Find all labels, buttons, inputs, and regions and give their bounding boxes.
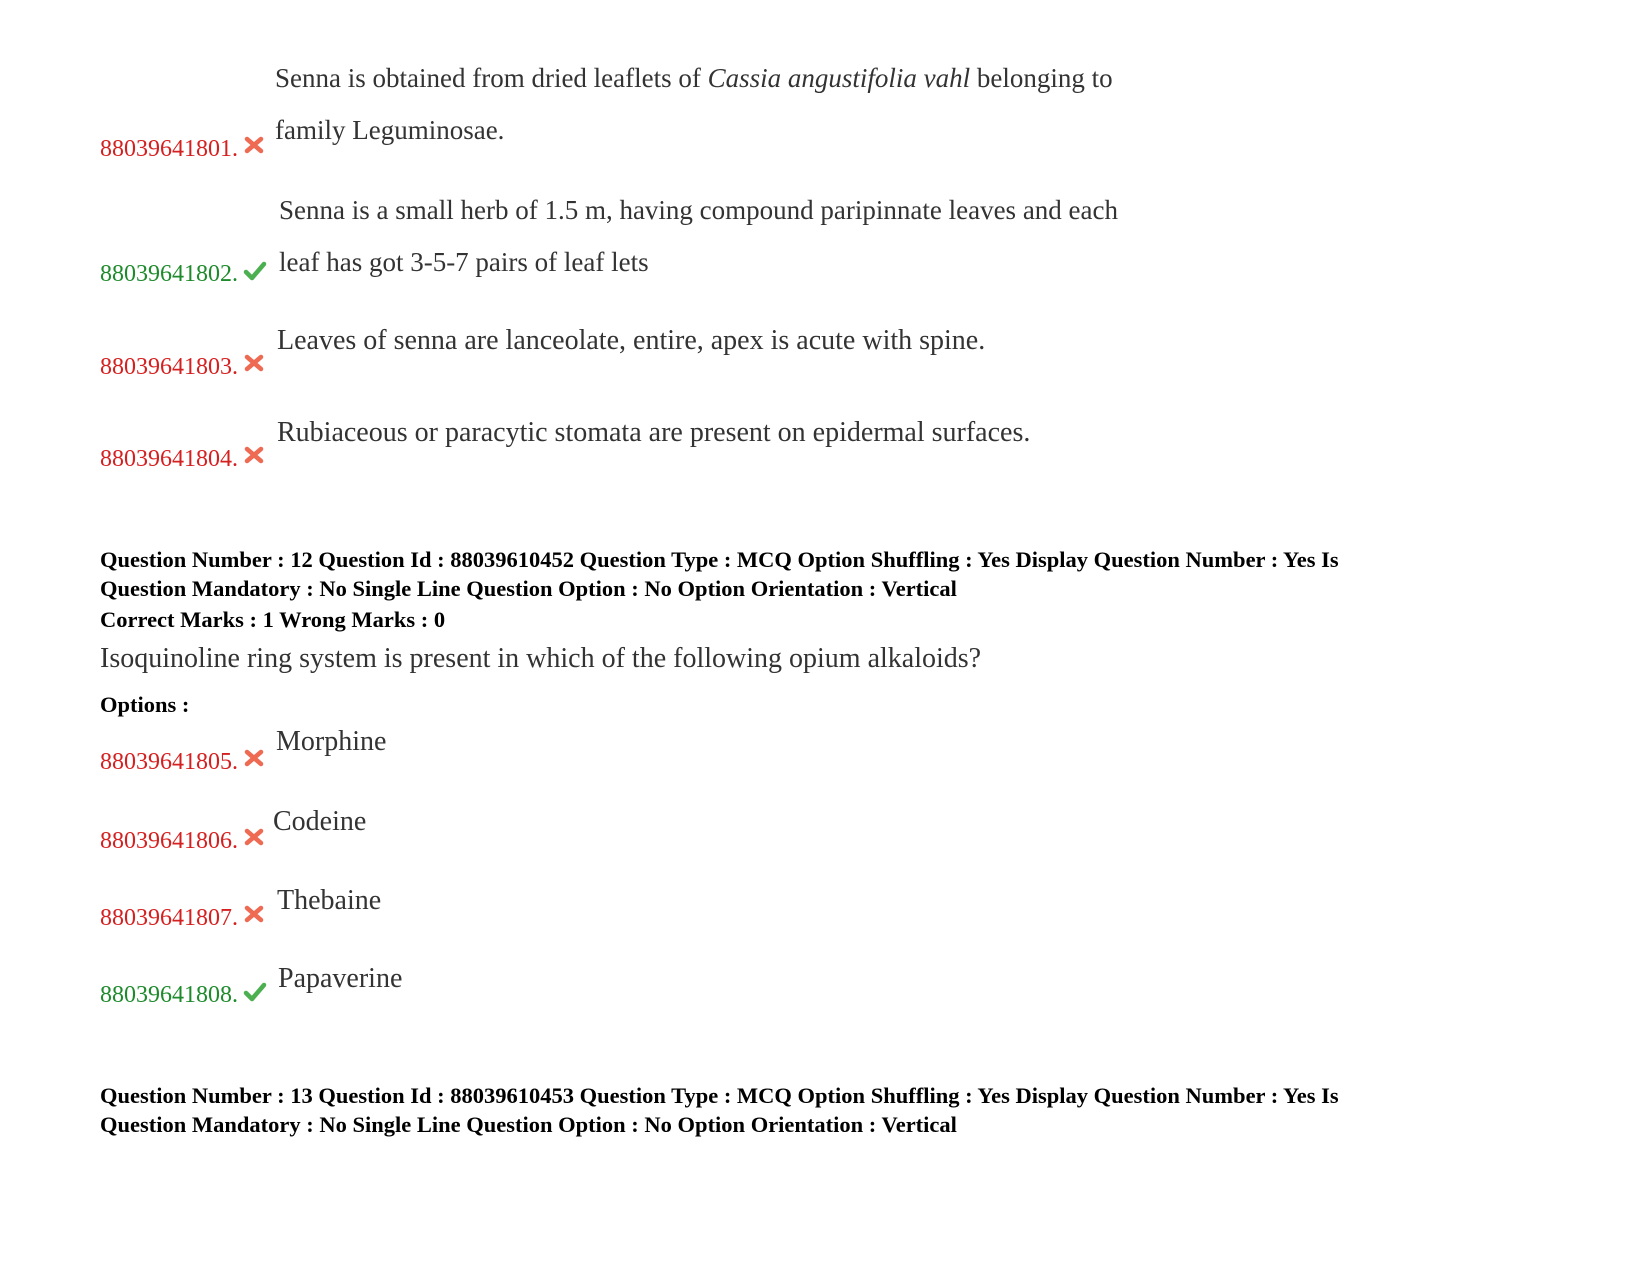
option-id-1806: 88039641806. xyxy=(100,828,238,854)
option-id-1801: 88039641801. xyxy=(100,136,238,162)
option-id-1808: 88039641808. xyxy=(100,982,238,1008)
cross-mark-icon xyxy=(243,134,265,156)
option-id-1804: 88039641804. xyxy=(100,446,238,472)
option-id-1805: 88039641805. xyxy=(100,749,238,775)
cross-mark-icon xyxy=(243,903,265,925)
cross-mark-icon xyxy=(243,826,265,848)
check-mark-icon xyxy=(243,981,267,1003)
option-text-1802-line1: Senna is a small herb of 1.5 m, having compound paripinnate leaves and each xyxy=(279,195,1119,225)
option-text-1808: Papaverine xyxy=(278,963,403,994)
option-text-1803: Leaves of senna are lanceolate, entire, apex is acute with spine. xyxy=(277,325,986,356)
cross-mark-icon xyxy=(243,352,265,374)
option-text-1805: Morphine xyxy=(276,726,387,757)
option-text-1801-line2: family Leguminosae. xyxy=(275,115,505,145)
option-id-1807: 88039641807. xyxy=(100,905,238,931)
option-text-1801-line1: Senna is obtained from dried leaflets of Cassia angustifolia vahl belonging to xyxy=(275,63,1113,93)
cross-mark-icon xyxy=(243,444,265,466)
question-12-meta xyxy=(100,545,1339,603)
question-13-meta xyxy=(100,1081,1339,1139)
question-12-marks: Correct Marks : 1 Wrong Marks : 0 xyxy=(100,607,446,632)
cross-mark-icon xyxy=(243,747,265,769)
option-text-1802-line2: leaf has got 3-5-7 pairs of leaf lets xyxy=(279,247,649,277)
option-text-1806: Codeine xyxy=(273,806,367,837)
question-13-meta-line2: Question Mandatory : No Single Line Question Option : No Option Orientation : Vertical xyxy=(100,1112,957,1137)
options-label: Options : xyxy=(100,692,190,717)
check-mark-icon xyxy=(243,260,267,282)
question-12-text: Isoquinoline ring system is present in which of the following opium alkaloids? xyxy=(100,643,982,674)
option-id-1802: 88039641802. xyxy=(100,261,238,287)
option-text-1807: Thebaine xyxy=(277,885,382,916)
question-13-meta-line1: Question Number : 13 Question Id : 88039610453 Question Type : MCQ Option Shuffling : Yes Display Question Number : Yes Is xyxy=(100,1083,1339,1108)
option-text-1804: Rubiaceous or paracytic stomata are present on epidermal surfaces. xyxy=(277,417,1031,448)
option-id-1803: 88039641803. xyxy=(100,354,238,380)
question-12-meta-line2: Question Mandatory : No Single Line Question Option : No Option Orientation : Vertical xyxy=(100,576,957,601)
option-text-1801 xyxy=(275,50,1248,106)
question-12-meta-line1: Question Number : 12 Question Id : 88039610452 Question Type : MCQ Option Shuffling : Yes Display Question Number : Yes Is xyxy=(100,547,1339,572)
